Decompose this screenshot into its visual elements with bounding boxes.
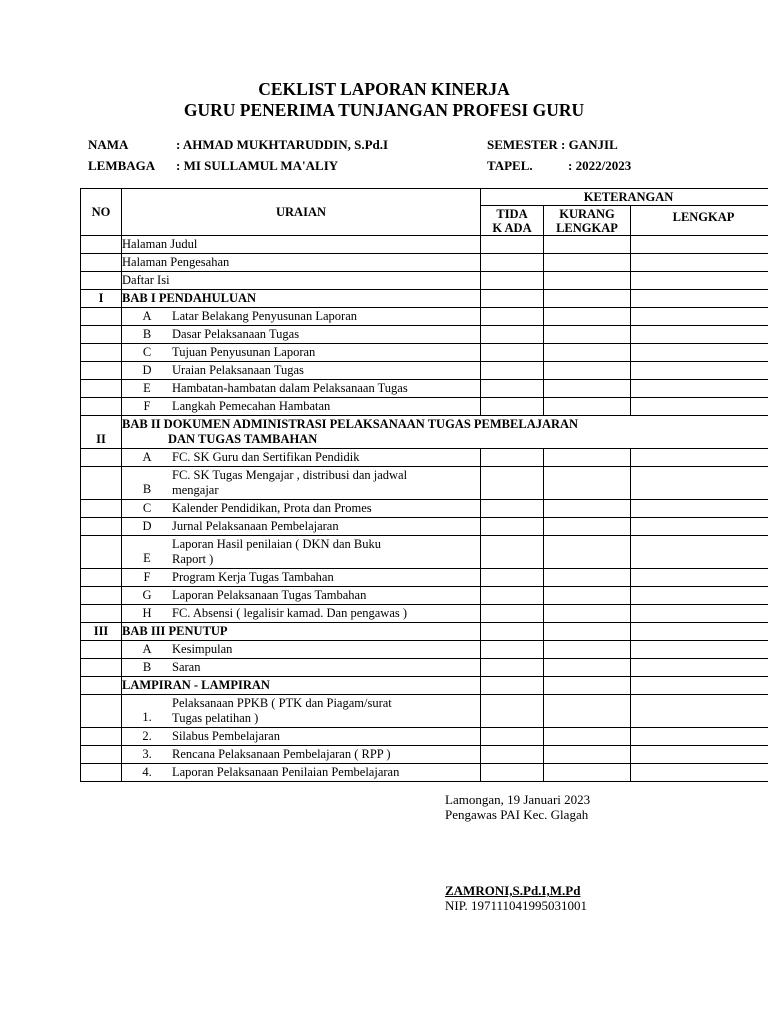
item-text: Kesimpulan (172, 642, 233, 656)
check-cell[interactable] (544, 605, 631, 623)
check-cell[interactable] (481, 605, 544, 623)
item-number: 1. (142, 710, 152, 724)
nama-label: NAMA (88, 137, 129, 152)
table-row (81, 518, 768, 536)
check-cell[interactable] (481, 236, 544, 254)
table-row (81, 467, 768, 500)
section-row-bab3 (81, 623, 768, 641)
item-text: Laporan Pelaksanaan Tugas Tambahan (172, 588, 367, 602)
check-cell[interactable] (631, 398, 768, 416)
check-cell[interactable] (481, 587, 544, 605)
item-text: Langkah Pemecahan Hambatan (172, 399, 331, 413)
check-cell[interactable] (631, 764, 768, 782)
table-row (81, 500, 768, 518)
item-text: Latar Belakang Penyusunan Laporan (172, 309, 358, 323)
check-cell[interactable] (631, 380, 768, 398)
item-number: 2. (142, 729, 152, 743)
check-cell[interactable] (544, 695, 631, 728)
check-cell[interactable] (544, 272, 631, 290)
item-letter: G (142, 588, 152, 602)
check-cell[interactable] (544, 254, 631, 272)
check-cell[interactable] (631, 467, 768, 500)
header-kurang-lengkap: KURANG LENGKAP (544, 206, 631, 236)
section-number: II (81, 416, 122, 449)
check-cell[interactable] (631, 272, 768, 290)
item-text: FC. SK Guru dan Sertifikan Pendidik (172, 450, 360, 464)
check-cell[interactable] (544, 500, 631, 518)
item-letter: B (142, 327, 152, 341)
section-title: BAB I PENDAHULUAN (122, 290, 481, 308)
check-cell[interactable] (481, 380, 544, 398)
item-letter: D (142, 363, 152, 377)
row-text: Halaman Pengesahan (122, 254, 481, 272)
check-cell[interactable] (631, 326, 768, 344)
item-text: Jurnal Pelaksanaan Pembelajaran (172, 519, 339, 533)
check-cell[interactable] (544, 518, 631, 536)
check-cell[interactable] (631, 308, 768, 326)
check-cell[interactable] (631, 659, 768, 677)
row-text: Halaman Judul (122, 236, 481, 254)
table-row (81, 695, 768, 728)
item-letter: F (143, 570, 151, 584)
section-row-lampiran (81, 677, 768, 695)
item-text: Pelaksanaan PPKB ( PTK dan Piagam/surat Tugas pelatihan ) (172, 696, 392, 725)
tapel-value: : 2022/2023 (568, 158, 632, 173)
check-cell[interactable] (544, 398, 631, 416)
table-row (81, 308, 768, 326)
check-cell[interactable] (631, 518, 768, 536)
check-cell[interactable] (481, 536, 544, 569)
item-text: Uraian Pelaksanaan Tugas (172, 363, 304, 377)
item-letter: D (142, 519, 152, 533)
item-text: FC. Absensi ( legalisir kamad. Dan pengawas ) (172, 606, 408, 620)
checklist-table (80, 188, 768, 782)
lembaga-value: : MI SULLAMUL MA'ALIY (176, 158, 339, 173)
check-cell[interactable] (544, 659, 631, 677)
item-text: Saran (172, 660, 201, 674)
check-cell[interactable] (544, 344, 631, 362)
item-letter: B (142, 660, 152, 674)
lembaga-label: LEMBAGA (88, 158, 156, 173)
check-cell[interactable] (481, 641, 544, 659)
check-cell[interactable] (544, 236, 631, 254)
table-row (81, 746, 768, 764)
check-cell[interactable] (631, 449, 768, 467)
nama-value: : AHMAD MUKHTARUDDIN, S.Pd.I (176, 137, 389, 152)
check-cell[interactable] (631, 569, 768, 587)
header-uraian: URAIAN (122, 189, 481, 236)
table-row (81, 569, 768, 587)
item-text: Kalender Pendidikan, Prota dan Promes (172, 501, 372, 515)
check-cell[interactable] (544, 308, 631, 326)
item-text: Silabus Pembelajaran (172, 729, 280, 743)
check-cell[interactable] (481, 764, 544, 782)
check-cell[interactable] (631, 641, 768, 659)
item-letter: A (142, 309, 152, 323)
table-row (81, 272, 768, 290)
tapel-label: TAPEL. (487, 158, 533, 173)
check-cell[interactable] (631, 695, 768, 728)
check-cell[interactable] (544, 764, 631, 782)
check-cell[interactable] (481, 500, 544, 518)
table-row (81, 344, 768, 362)
item-letter: E (143, 381, 151, 395)
header-no: NO (81, 189, 122, 236)
table-row (81, 362, 768, 380)
signer-role: Pengawas PAI Kec. Glagah (445, 807, 589, 822)
item-text: Program Kerja Tugas Tambahan (172, 570, 334, 584)
check-cell[interactable] (544, 536, 631, 569)
check-cell[interactable] (544, 380, 631, 398)
check-cell[interactable] (481, 272, 544, 290)
check-cell[interactable] (631, 587, 768, 605)
check-cell[interactable] (544, 728, 631, 746)
check-cell[interactable] (481, 467, 544, 500)
check-cell[interactable] (631, 605, 768, 623)
document-title-line2: GURU PENERIMA TUNJANGAN PROFESI GURU (183, 100, 585, 120)
section-number: I (81, 290, 122, 308)
check-cell[interactable] (481, 308, 544, 326)
check-cell[interactable] (544, 467, 631, 500)
item-number: 3. (142, 747, 152, 761)
check-cell[interactable] (481, 746, 544, 764)
table-row (81, 398, 768, 416)
section-row-bab2 (81, 416, 768, 449)
item-text: Rencana Pelaksanaan Pembelajaran ( RPP ) (172, 747, 391, 761)
document-title-line1: CEKLIST LAPORAN KINERJA (258, 79, 510, 99)
check-cell[interactable] (544, 326, 631, 344)
table-row (81, 449, 768, 467)
item-letter: A (142, 450, 152, 464)
section-number: III (81, 623, 122, 641)
section-title: BAB III PENUTUP (122, 623, 481, 641)
check-cell[interactable] (481, 518, 544, 536)
check-cell[interactable] (544, 587, 631, 605)
semester: SEMESTER : GANJIL (487, 137, 618, 152)
check-cell[interactable] (631, 362, 768, 380)
table-row (81, 380, 768, 398)
item-letter: B (142, 482, 152, 496)
header-keterangan: KETERANGAN (481, 189, 768, 206)
check-cell[interactable] (481, 344, 544, 362)
check-cell[interactable] (544, 362, 631, 380)
item-text: Laporan Hasil penilaian ( DKN dan Buku Raport ) (172, 537, 381, 566)
check-cell[interactable] (481, 254, 544, 272)
check-cell[interactable] (544, 449, 631, 467)
item-letter: C (142, 501, 152, 515)
table-row (81, 536, 768, 569)
table-row (81, 659, 768, 677)
row-text: Daftar Isi (122, 272, 481, 290)
check-cell[interactable] (631, 254, 768, 272)
check-cell[interactable] (481, 569, 544, 587)
table-row (81, 254, 768, 272)
table-header-row (81, 189, 768, 206)
check-cell[interactable] (631, 344, 768, 362)
section-title: BAB II DOKUMEN ADMINISTRASI PELAKSANAAN TUGAS PEMBELAJARAN DAN TUGAS TAMBAHAN (122, 416, 768, 449)
item-text: Laporan Pelaksanaan Penilaian Pembelajaran (172, 765, 400, 779)
check-cell[interactable] (544, 641, 631, 659)
table-row (81, 641, 768, 659)
signer-nip: NIP. 197111041995031001 (445, 898, 588, 913)
item-text: FC. SK Tugas Mengajar , distribusi dan jadwal mengajar (172, 468, 408, 497)
item-letter: E (143, 551, 151, 565)
place-date: Lamongan, 19 Januari 2023 (445, 792, 591, 807)
item-text: Tujuan Penyusunan Laporan (172, 345, 316, 359)
check-cell[interactable] (481, 695, 544, 728)
check-cell[interactable] (481, 362, 544, 380)
check-cell[interactable] (631, 728, 768, 746)
check-cell[interactable] (481, 659, 544, 677)
check-cell[interactable] (544, 746, 631, 764)
item-letter: A (142, 642, 152, 656)
check-cell[interactable] (631, 236, 768, 254)
item-number: 4. (142, 765, 152, 779)
check-cell[interactable] (481, 326, 544, 344)
item-letter: F (143, 399, 151, 413)
check-cell[interactable] (481, 449, 544, 467)
item-text: Dasar Pelaksanaan Tugas (172, 327, 300, 341)
check-cell[interactable] (631, 746, 768, 764)
check-cell[interactable] (631, 536, 768, 569)
check-cell[interactable] (631, 500, 768, 518)
check-cell[interactable] (481, 728, 544, 746)
check-cell[interactable] (544, 569, 631, 587)
table-row (81, 587, 768, 605)
table-row (81, 326, 768, 344)
table-row (81, 728, 768, 746)
section-title: LAMPIRAN - LAMPIRAN (122, 677, 481, 695)
section-row-bab1 (81, 290, 768, 308)
header-tidak-ada: TIDA K ADA (481, 206, 544, 236)
table-row (81, 764, 768, 782)
check-cell[interactable] (481, 398, 544, 416)
table-row (81, 605, 768, 623)
table-row (81, 236, 768, 254)
item-text: Hambatan-hambatan dalam Pelaksanaan Tugas (172, 381, 408, 395)
item-letter: C (142, 345, 152, 359)
signer-name: ZAMRONI,S.Pd.I,M.Pd (445, 883, 581, 898)
header-lengkap: LENGKAP (631, 206, 768, 236)
item-letter: H (142, 606, 152, 620)
